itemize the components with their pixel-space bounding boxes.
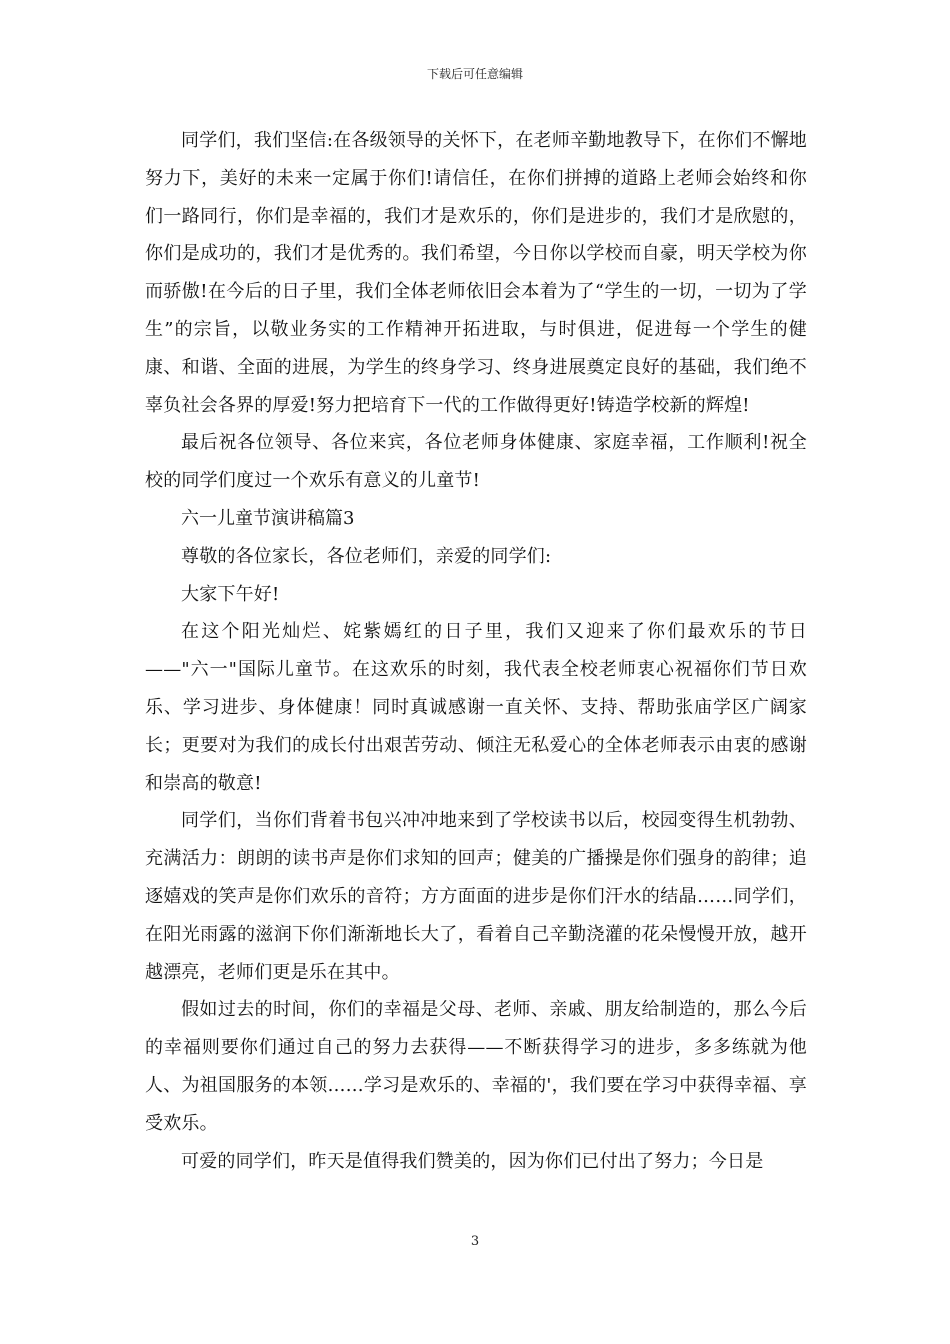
paragraph-closing-belief: 同学们，我们坚信:在各级领导的关怀下，在老师辛勤地教导下，在你们不懈地努力下，美好的未来一定属于你们!请信任，在你们拼搏的道路上老师会始终和你们一路同行，你们是幸福的，我们才是欢乐的，你们是进步的，我们才是欣慰的，你们是成功的，我们才是优秀的。我们希望，今日你以学校而自豪，明天学校为你而骄傲!在今后的日子里，我们全体老师依旧会本着为了“学生的一切，一切为了学生”的宗旨，以敬业务实的工作精神开拓进取，与时俱进，促进每一个学生的健康、和谐、全面的进展，为学生的终身学习、终身进展奠定良好的基础，我们绝不辜负社会各界的厚爱!努力把培育下一代的工作做得更好!铸造学校新的辉煌! (145, 130, 807, 416)
paragraph-school-life: 同学们，当你们背着书包兴冲冲地来到了学校读书以后，校园变得生机勃勃、充满活力：朗朗的读书声是你们求知的回声；健美的广播操是你们强身的韵律；追逐嬉戏的笑声是你们欢乐的音符；方方面面的进步是你们汗水的结晶……同学们，在阳光雨露的滋润下你们渐渐地长大了，看着自己辛勤浇灌的花朵慢慢开放，越开越漂亮，老师们更是乐在其中。 (145, 810, 807, 983)
paragraph-salutation: 尊敬的各位家长，各位老师们，亲爱的同学们: (181, 545, 552, 567)
paragraph-happiness: 假如过去的时间，你们的幸福是父母、老师、亲戚、朋友给制造的，那么今后的幸福则要你们通过自己的努力去获得——不断获得学习的进步，多多练就为他人、为祖国服务的本领……学习是欢乐的、幸福的'，我们要在学习中获得幸福、享受欢乐。 (145, 999, 807, 1134)
page-header: 下载后可任意编辑 (426, 67, 523, 81)
paragraph-closing-wishes: 最后祝各位领导、各位来宾，各位老师身体健康、家庭幸福，工作顺利!祝全校的同学们度过一个欢乐有意义的儿童节! (145, 432, 807, 492)
paragraph-continuation: 可爱的同学们，昨天是值得我们赞美的，因为你们已付出了努力；今日是 (181, 1150, 764, 1172)
page-number: 3 (470, 1234, 480, 1249)
document-body (145, 122, 807, 1180)
paragraph-festival-intro: 在这个阳光灿烂、姹紫嫣红的日子里，我们又迎来了你们最欢乐的节日——"六一"国际儿童节。在这欢乐的时刻，我代表全校老师衷心祝福你们节日欢乐、学习进步、身体健康！同时真诚感谢一直关怀、支持、帮助张庙学区广阔家长；更要对为我们的成长付出艰苦劳动、倾注无私爱心的全体老师表示由衷的感谢和崇高的敬意! (145, 621, 807, 794)
paragraph-greeting: 大家下午好! (181, 583, 280, 605)
section-heading: 六一儿童节演讲稿篇3 (181, 507, 355, 529)
